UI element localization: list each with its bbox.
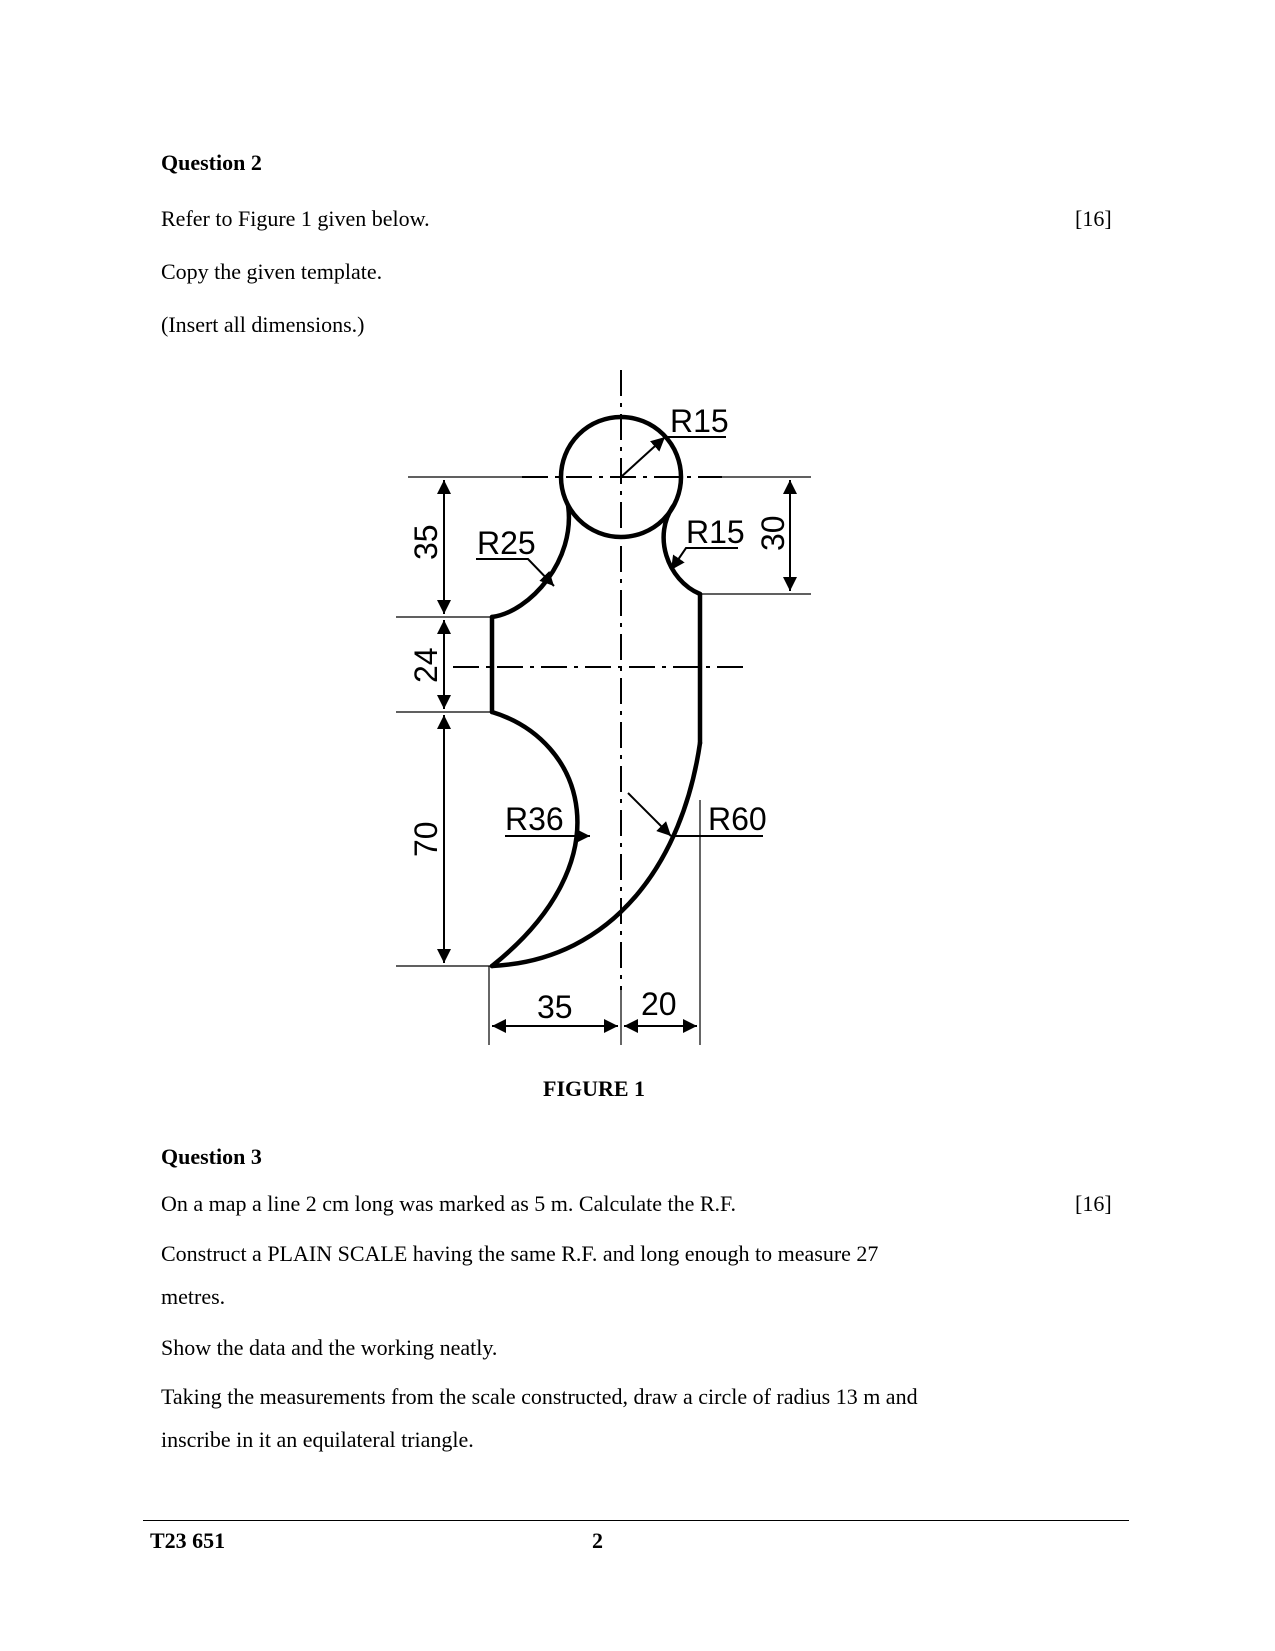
question-3-line-1: On a map a line 2 cm long was marked as 5 m. Calculate the R.F. bbox=[161, 1191, 736, 1216]
question-3-line-2a: Construct a PLAIN SCALE having the same R.F. and long enough to measure 27 bbox=[161, 1241, 879, 1266]
label-dim-20: 20 bbox=[641, 986, 677, 1022]
label-dim-24: 24 bbox=[408, 647, 444, 683]
question-2-line-1: Refer to Figure 1 given below. bbox=[161, 206, 430, 231]
r15-top-radius-line bbox=[621, 437, 665, 477]
r36-arc bbox=[492, 712, 577, 966]
r25-leader bbox=[476, 559, 554, 586]
label-r60: R60 bbox=[708, 801, 767, 837]
question-2-line-3: (Insert all dimensions.) bbox=[161, 312, 365, 337]
footer-page-number: 2 bbox=[592, 1528, 603, 1553]
label-r15-right: R15 bbox=[686, 514, 745, 550]
label-r36: R36 bbox=[505, 801, 564, 837]
question-3-line-4b: inscribe in it an equilateral triangle. bbox=[161, 1427, 474, 1452]
question-3-heading: Question 3 bbox=[161, 1144, 262, 1169]
r60-arrow bbox=[628, 793, 671, 836]
footer-paper-code: T23 651 bbox=[150, 1528, 226, 1553]
question-2-heading: Question 2 bbox=[161, 150, 262, 175]
question-3-line-4a: Taking the measurements from the scale constructed, draw a circle of radius 13 m and bbox=[161, 1384, 918, 1409]
question-2-marks: [16] bbox=[1075, 206, 1112, 231]
figure-caption: FIGURE 1 bbox=[543, 1076, 646, 1101]
label-dim-35-vertical: 35 bbox=[408, 524, 444, 560]
label-r15-top: R15 bbox=[670, 403, 729, 439]
label-dim-30: 30 bbox=[755, 515, 791, 551]
footer-rule bbox=[143, 1520, 1129, 1521]
question-3-line-2b: metres. bbox=[161, 1284, 226, 1309]
question-2-line-2: Copy the given template. bbox=[161, 259, 383, 284]
r60-arc bbox=[492, 743, 700, 966]
label-dim-70: 70 bbox=[408, 821, 444, 857]
question-3-marks: [16] bbox=[1075, 1191, 1112, 1216]
label-r25: R25 bbox=[477, 525, 536, 561]
question-3-line-3: Show the data and the working neatly. bbox=[161, 1335, 498, 1360]
r15-right-leader bbox=[671, 548, 738, 570]
label-dim-35-horizontal: 35 bbox=[537, 989, 573, 1025]
